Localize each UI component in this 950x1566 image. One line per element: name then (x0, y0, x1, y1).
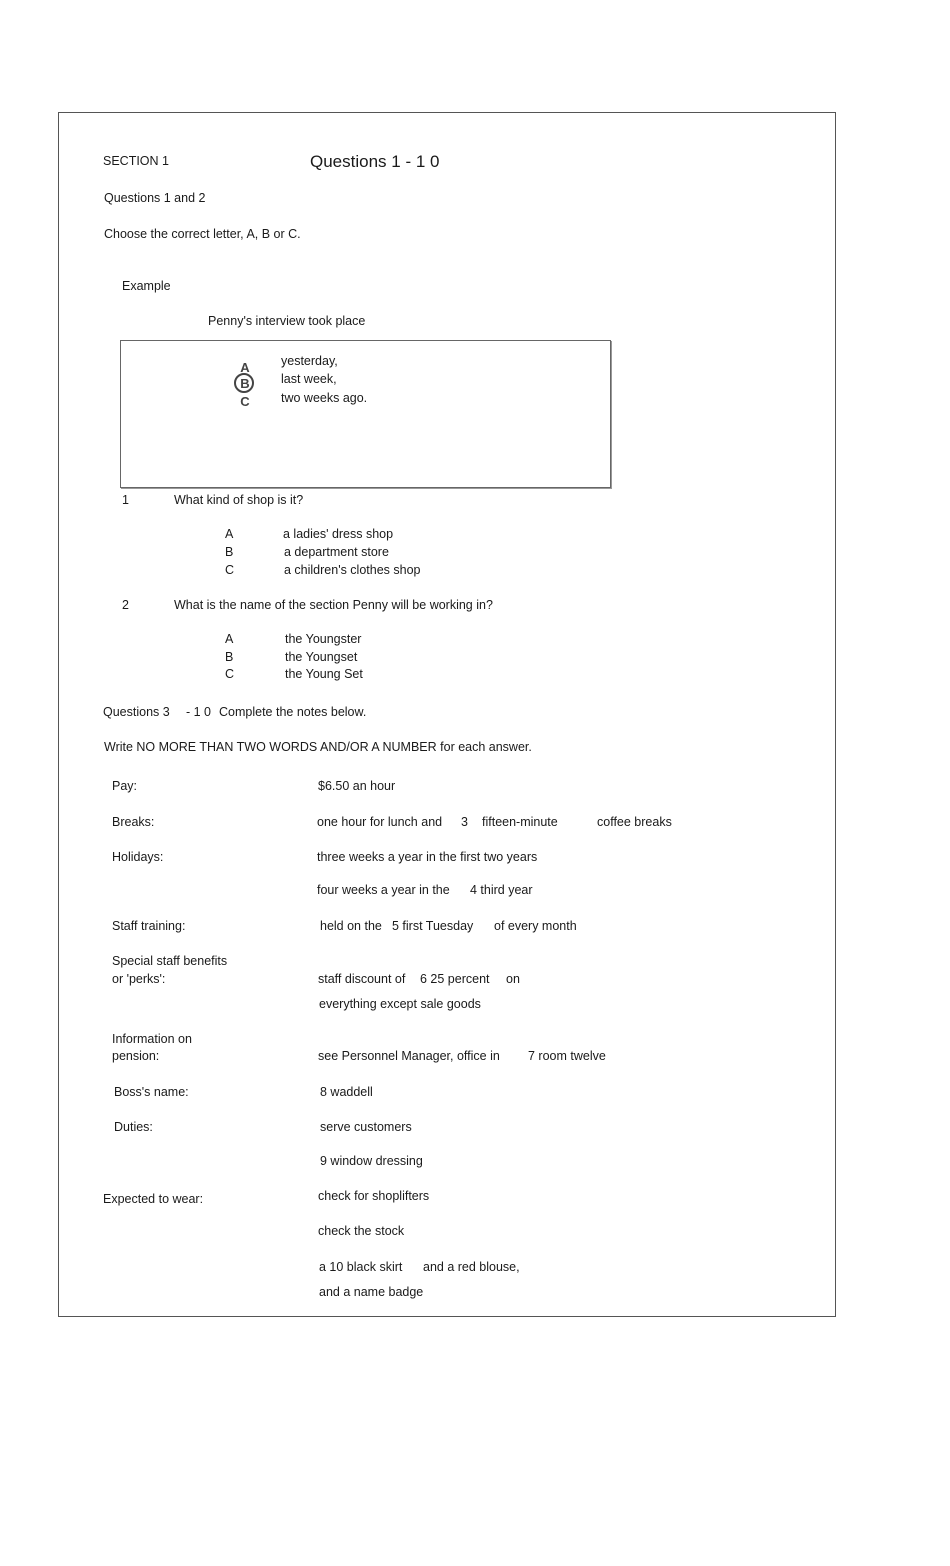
training-text-a: held on the (320, 919, 382, 933)
part2-instruction: Write NO MORE THAN TWO WORDS AND/OR A NUMBER for each answer. (104, 740, 532, 754)
holidays-line-2a: four weeks a year in the (317, 883, 450, 897)
training-text-c: of every month (494, 919, 577, 933)
q1-option-b-text: a department store (284, 545, 389, 559)
example-label: Example (122, 279, 171, 293)
pension-label-2: pension: (112, 1049, 160, 1063)
q2-option-b-text: the Youngset (285, 650, 358, 664)
duties-item-3: check for shoplifters (318, 1189, 430, 1203)
wear-text-c: and a name badge (319, 1285, 424, 1299)
boss-label: Boss's name: (114, 1085, 189, 1099)
duties-label: Duties: (114, 1120, 153, 1134)
duties-item-1: serve customers (320, 1120, 412, 1134)
questions-range-title: Questions 1 - 1 0 (310, 152, 440, 171)
duties-item-2: 9 window dressing (320, 1154, 423, 1168)
pension-label-1: Information on (112, 1032, 192, 1046)
example-box (120, 340, 611, 488)
question-2-text: What is the name of the section Penny will be working in? (174, 598, 493, 612)
part1-heading: Questions 1 and 2 (104, 191, 206, 205)
benefits-text-b: 6 25 percent (420, 972, 490, 986)
benefits-text-d: everything except sale goods (319, 997, 481, 1011)
q2-option-c-letter: C (225, 667, 235, 681)
benefits-label-2: or 'perks': (112, 972, 166, 986)
breaks-label: Breaks: (112, 815, 155, 829)
pay-label: Pay: (112, 779, 138, 793)
example-option-b: last week, (281, 372, 337, 386)
pension-text-b: 7 room twelve (528, 1049, 606, 1063)
training-text-b: 5 first Tuesday (392, 919, 474, 933)
question-1-number: 1 (122, 493, 129, 507)
holidays-line-2b: 4 third year (470, 883, 533, 897)
question-1-text: What kind of shop is it? (174, 493, 304, 507)
q2-option-c-text: the Young Set (285, 667, 363, 681)
question-2-number: 2 (122, 598, 129, 612)
q1-option-c-letter: C (225, 563, 235, 577)
part2-heading-b: - 1 0 (186, 705, 212, 719)
part1-instruction: Choose the correct letter, A, B or C. (104, 227, 301, 241)
breaks-text-a: one hour for lunch and (317, 815, 443, 829)
example-option-c: two weeks ago. (281, 391, 368, 405)
wear-label: Expected to wear: (103, 1192, 204, 1206)
pension-text-a: see Personnel Manager, office in (318, 1049, 500, 1063)
example-letter-b: B (240, 376, 250, 391)
breaks-answer: fifteen-minute (482, 815, 558, 829)
holidays-label: Holidays: (112, 850, 164, 864)
q2-option-a-letter: A (225, 632, 234, 646)
pay-value: $6.50 an hour (318, 779, 396, 793)
q2-option-b-letter: B (225, 650, 234, 664)
q1-option-b-letter: B (225, 545, 234, 559)
example-stem: Penny's interview took place (208, 314, 366, 328)
example-option-a: yesterday, (281, 354, 338, 368)
q1-option-c-text: a children's clothes shop (284, 563, 421, 577)
page-frame (58, 112, 836, 1317)
breaks-text-b: coffee breaks (597, 815, 672, 829)
circled-answer-icon (232, 360, 258, 410)
example-letter-a: A (240, 360, 250, 375)
q1-option-a-text: a ladies' dress shop (283, 527, 394, 541)
part2-heading-a: Questions 3 (103, 705, 170, 719)
holidays-line-1: three weeks a year in the first two years (317, 850, 538, 864)
example-letter-c: C (240, 394, 250, 409)
q1-option-a-letter: A (225, 527, 234, 541)
q2-option-a-text: the Youngster (285, 632, 362, 646)
part2-heading-c: Complete the notes below. (219, 705, 367, 719)
wear-text-b: and a red blouse, (423, 1260, 520, 1274)
benefits-label-1: Special staff benefits (112, 954, 228, 968)
duties-item-4: check the stock (318, 1224, 405, 1238)
section-label: SECTION 1 (103, 154, 169, 168)
wear-text-a: a 10 black skirt (319, 1260, 403, 1274)
breaks-number: 3 (461, 815, 468, 829)
benefits-text-c: on (506, 972, 520, 986)
boss-value: 8 waddell (320, 1085, 373, 1099)
benefits-text-a: staff discount of (318, 972, 406, 986)
training-label: Staff training: (112, 919, 186, 933)
